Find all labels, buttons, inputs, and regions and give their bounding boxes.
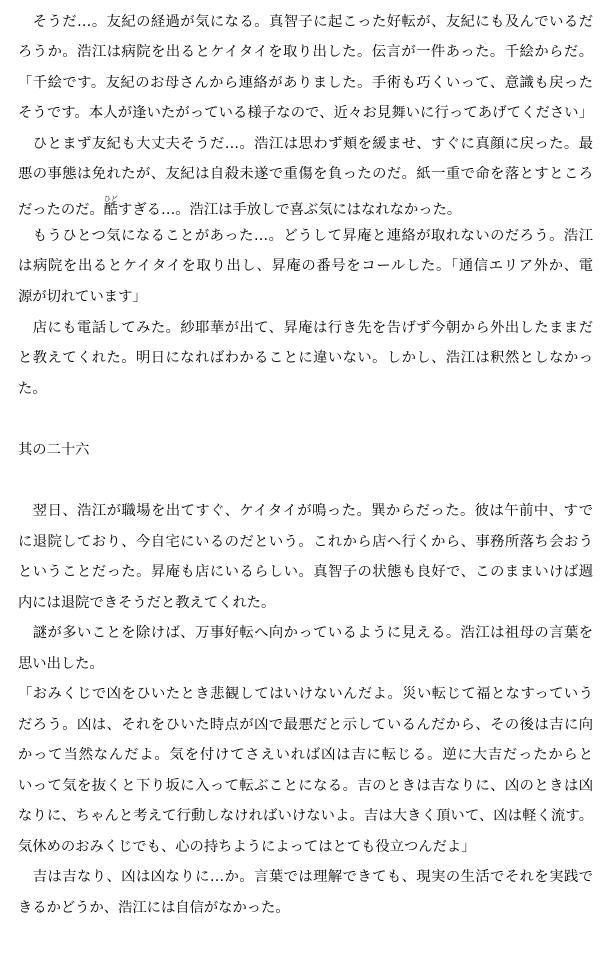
ruby-line-after: すぎる…。浩江は手放しで喜ぶ気にはなれなかった。 (118, 202, 462, 218)
text-line: そうだ…。友紀の経過が気になる。真智子に起こった好転が、友紀にも及んでいるだ (18, 14, 593, 30)
text-line: 源が切れています」 (18, 289, 147, 305)
text-line: 「千絵です。友紀のお母さんから連絡がありました。手術も巧くいって、意識も戻った (18, 75, 593, 91)
text-line: 吉は吉なり、凶は凶なりに…か。言葉では理解できても、現実の生活でそれを実践で (18, 869, 593, 885)
text-line: そうです。本人が逢いたがっている様子なので、近々お見舞いに行ってあげてください」 (18, 105, 593, 121)
text-line: に退院しており、今自宅にいるのだという。これから店へ行くから、事務所落ち会おう (18, 534, 593, 550)
section-heading: 其の二十六 (18, 442, 90, 458)
text-line: は病院を出るとケイタイを取り出し、昇庵の番号をコールした。「通信エリア外か、電 (18, 258, 593, 274)
text-line: 翌日、浩江が職場を出てすぐ、ケイタイが鳴った。巽からだった。彼は午前中、すで (18, 503, 593, 519)
ruby-base: 酷 (103, 202, 119, 218)
text-line: もうひとつ気になることがあった…。どうして昇庵と連絡が取れないのだろう。浩江 (18, 228, 593, 244)
text-line: 悪の事態は免れたが、友紀は自殺未遂で重傷を負ったのだ。紙一重で命を落とすところ (18, 166, 593, 182)
text-line: きるかどうか、浩江には自信がなかった。 (18, 900, 290, 916)
text-line: なりに、ちゃんと考えて行動しなければいけないよ。吉は大きく頂いて、凶は軽く流す。 (18, 808, 593, 824)
text-line: た。 (18, 381, 47, 397)
ruby-annotation (103, 195, 119, 218)
text-line: ということだった。昇庵も店にいるらしい。真智子の状態も良好で、このままいけば週 (18, 564, 593, 580)
text-line: ひとまず友紀も大丈夫そうだ…。浩江は思わず頬を緩ませ、すぐに真顔に戻った。最 (18, 136, 593, 152)
text-line-with-ruby (18, 195, 593, 220)
text-line: 気休めのおみくじでも、心の持ちようによってはとても役立つんだよ」 (18, 839, 476, 855)
text-line: だろう。凶は、それをひいた時点が凶で最悪だと示しているんだから、その後は吉に向 (18, 717, 593, 733)
text-line: かって当然なんだよ。気を付けてさえいれば凶は吉に転じる。逆に大吉だったからと (18, 747, 593, 763)
text-line: ろうか。浩江は病院を出るとケイタイを取り出した。伝言が一件あった。千絵からだ。 (18, 44, 593, 60)
text-line: 思い出した。 (18, 656, 104, 672)
text-line: と教えてくれた。明日になればわかることに違いない。しかし、浩江は釈然としなかっ (18, 350, 593, 366)
text-line: 「おみくじで凶をひいたとき悲観してはいけないんだよ。災い転じて福となすっていう (18, 686, 593, 702)
text-line: 謎が多いことを除けば、万事好転へ向かっているように見える。浩江は祖母の言葉を (18, 625, 593, 641)
ruby-line-before: だったのだ。 (18, 202, 104, 218)
text-line: 内には退院できそうだと教えてくれた。 (18, 595, 276, 611)
text-line: いって気を抜くと下り坂に入って転ぶことになる。吉のときは吉なりに、凶のときは凶 (18, 778, 593, 794)
ruby-reading: ひど (103, 195, 119, 203)
text-line: 店にも電話してみた。紗耶華が出て、昇庵は行き先を告げず今朝から外出したままだ (18, 320, 593, 336)
